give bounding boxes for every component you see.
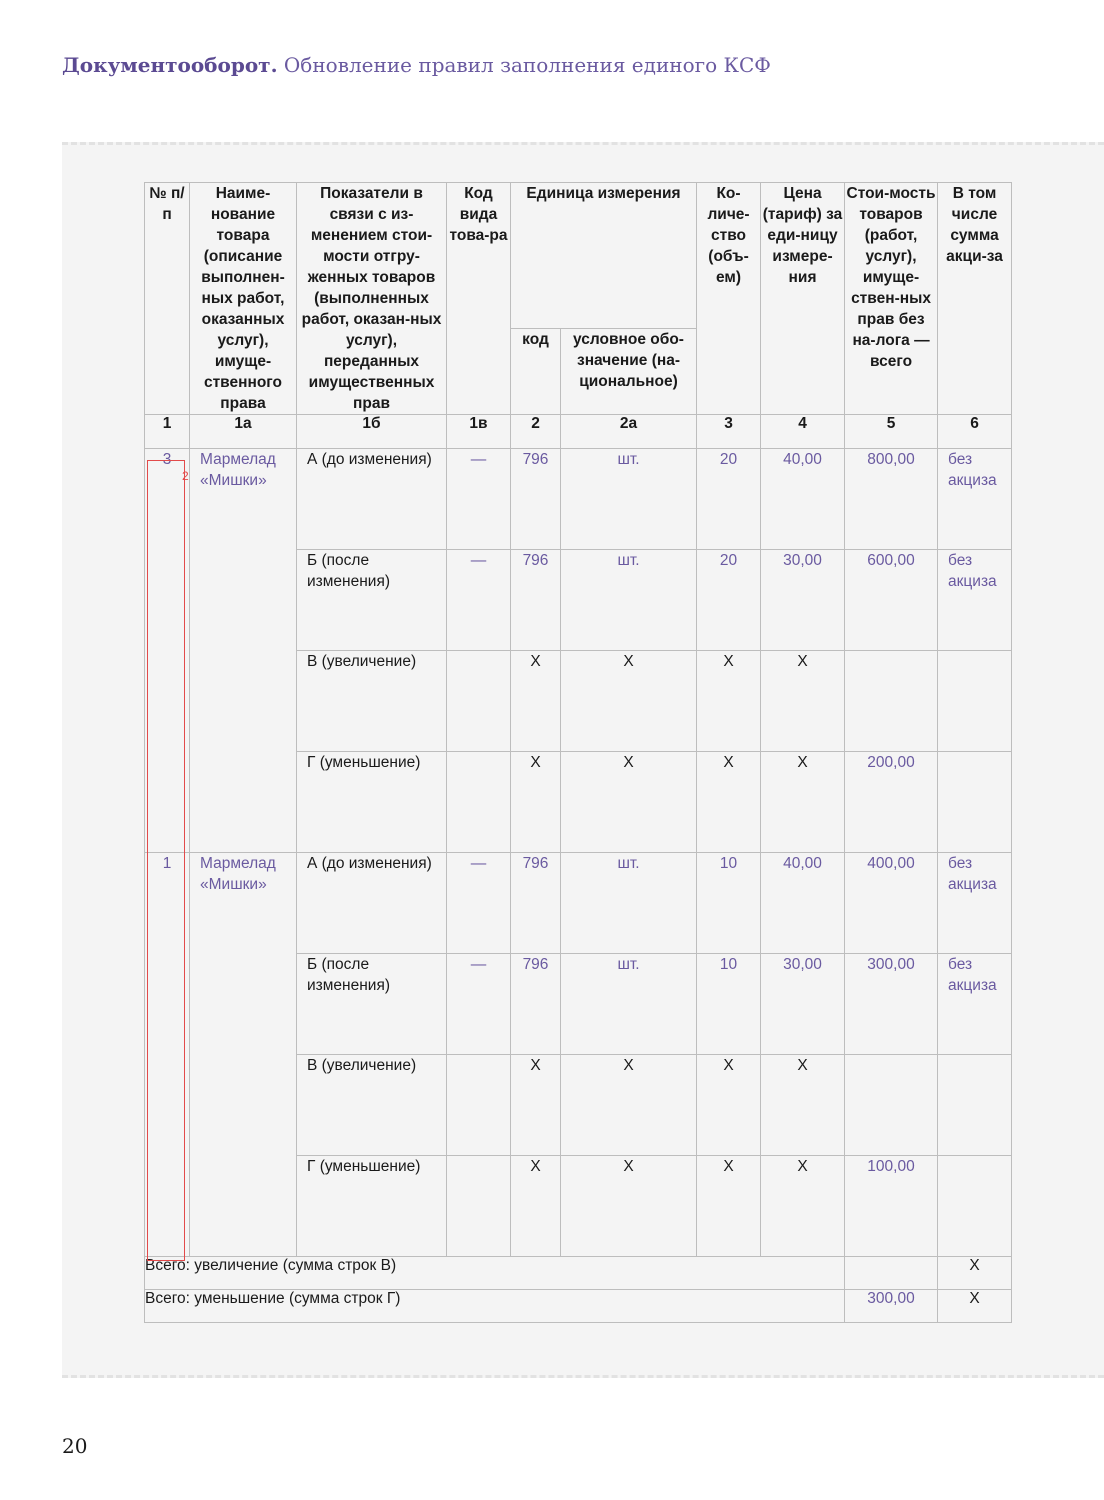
row-label: В (увеличение)	[297, 1055, 447, 1156]
col-header-qty: Ко-личе-ство (объ-ем)	[697, 183, 761, 415]
col-header-unit-name: условное обо-значение (на-циональное)	[561, 329, 697, 415]
row-number: 1	[145, 853, 190, 1257]
total-increase-label: Всего: увеличение (сумма строк В)	[145, 1257, 845, 1290]
cost: 200,00	[845, 752, 938, 853]
unit-name: шт.	[561, 449, 697, 550]
excise	[938, 651, 1012, 752]
unit-code: 796	[511, 449, 561, 550]
col-number: 1б	[297, 415, 447, 449]
price: 30,00	[761, 954, 845, 1055]
excise: без акциза	[938, 449, 1012, 550]
unit-code: 796	[511, 550, 561, 651]
excise: без акциза	[938, 550, 1012, 651]
col-header-unit-code: код	[511, 329, 561, 415]
price: Х	[761, 752, 845, 853]
quantity: Х	[697, 651, 761, 752]
kind-code: —	[447, 550, 511, 651]
col-header-excise: В том числе сумма акци-за	[938, 183, 1012, 415]
excise	[938, 1156, 1012, 1257]
table-row	[145, 853, 1012, 954]
cost	[845, 651, 938, 752]
unit-code: Х	[511, 752, 561, 853]
col-number: 5	[845, 415, 938, 449]
cost: 100,00	[845, 1156, 938, 1257]
kind-code	[447, 651, 511, 752]
kind-code	[447, 1156, 511, 1257]
col-header-indicators: Показатели в связи с из-менением стои-мости отгру-женных товаров (выполненных работ, оказан-ных услуг), переданных имущественных прав	[297, 183, 447, 415]
kind-code	[447, 1055, 511, 1156]
unit-code: Х	[511, 1156, 561, 1257]
quantity: 20	[697, 449, 761, 550]
price: Х	[761, 1156, 845, 1257]
total-row-increase	[145, 1257, 1012, 1290]
row-label: Г (уменьшение)	[297, 752, 447, 853]
total-decrease-label: Всего: уменьшение (сумма строк Г)	[145, 1290, 845, 1323]
quantity: 10	[697, 954, 761, 1055]
cost	[845, 1055, 938, 1156]
price: 30,00	[761, 550, 845, 651]
excise: без акциза	[938, 853, 1012, 954]
cost: 800,00	[845, 449, 938, 550]
kind-code: —	[447, 449, 511, 550]
kind-code	[447, 752, 511, 853]
total-increase-cost	[845, 1257, 938, 1290]
unit-code: Х	[511, 651, 561, 752]
product-name: Мармелад «Мишки»	[190, 449, 297, 853]
unit-code: 796	[511, 954, 561, 1055]
col-number: 6	[938, 415, 1012, 449]
quantity: 20	[697, 550, 761, 651]
header-subtitle: Обновление правил заполнения единого КСФ	[283, 53, 771, 77]
cost: 400,00	[845, 853, 938, 954]
unit-name: шт.	[561, 954, 697, 1055]
unit-name: шт.	[561, 853, 697, 954]
ksf-table	[144, 182, 1012, 1323]
col-number: 1	[145, 415, 190, 449]
unit-code: 796	[511, 853, 561, 954]
kind-code: —	[447, 954, 511, 1055]
unit-code: Х	[511, 1055, 561, 1156]
col-number: 4	[761, 415, 845, 449]
col-header-kind-code: Код вида това-ра	[447, 183, 511, 415]
excise	[938, 752, 1012, 853]
price: Х	[761, 651, 845, 752]
excise	[938, 1055, 1012, 1156]
total-increase-excise: Х	[938, 1257, 1012, 1290]
selection-marker: 2	[182, 469, 189, 483]
col-number: 2а	[561, 415, 697, 449]
table-row	[145, 449, 1012, 550]
page-number: 20	[62, 1434, 88, 1458]
cost: 600,00	[845, 550, 938, 651]
col-number: 3	[697, 415, 761, 449]
price: 40,00	[761, 449, 845, 550]
row-label: В (увеличение)	[297, 651, 447, 752]
col-number: 1а	[190, 415, 297, 449]
unit-name: Х	[561, 651, 697, 752]
row-label: А (до изменения)	[297, 449, 447, 550]
col-header-name: Наиме-нование товара (описание выполнен-ных работ, оказанных услуг), имуще-ственного права	[190, 183, 297, 415]
col-number: 1в	[447, 415, 511, 449]
header-section-title: Документооборот.	[62, 53, 278, 77]
total-decrease-cost: 300,00	[845, 1290, 938, 1323]
total-row-decrease	[145, 1290, 1012, 1323]
column-numbers-row	[145, 415, 1012, 449]
unit-name: Х	[561, 1156, 697, 1257]
col-header-cost: Стои-мость товаров (работ, услуг), имуще-ствен-ных прав без на-лога — всего	[845, 183, 938, 415]
cost: 300,00	[845, 954, 938, 1055]
col-header-price: Цена (тариф) за еди-ницу измере-ния	[761, 183, 845, 415]
kind-code: —	[447, 853, 511, 954]
quantity: 10	[697, 853, 761, 954]
row-label: Б (после изменения)	[297, 954, 447, 1055]
product-name: Мармелад «Мишки»	[190, 853, 297, 1257]
unit-name: шт.	[561, 550, 697, 651]
quantity: Х	[697, 1156, 761, 1257]
header-row-1	[145, 183, 1012, 329]
col-number: 2	[511, 415, 561, 449]
unit-name: Х	[561, 1055, 697, 1156]
row-label: Г (уменьшение)	[297, 1156, 447, 1257]
col-header-unit: Единица измерения	[511, 183, 697, 329]
selection-box[interactable]	[147, 460, 185, 1261]
page-header	[62, 53, 771, 77]
row-number: 3	[145, 449, 190, 853]
col-header-np: № п/п	[145, 183, 190, 415]
quantity: Х	[697, 1055, 761, 1156]
row-label: А (до изменения)	[297, 853, 447, 954]
price: 40,00	[761, 853, 845, 954]
excise: без акциза	[938, 954, 1012, 1055]
price: Х	[761, 1055, 845, 1156]
unit-name: Х	[561, 752, 697, 853]
total-decrease-excise: Х	[938, 1290, 1012, 1323]
row-label: Б (после изменения)	[297, 550, 447, 651]
quantity: Х	[697, 752, 761, 853]
